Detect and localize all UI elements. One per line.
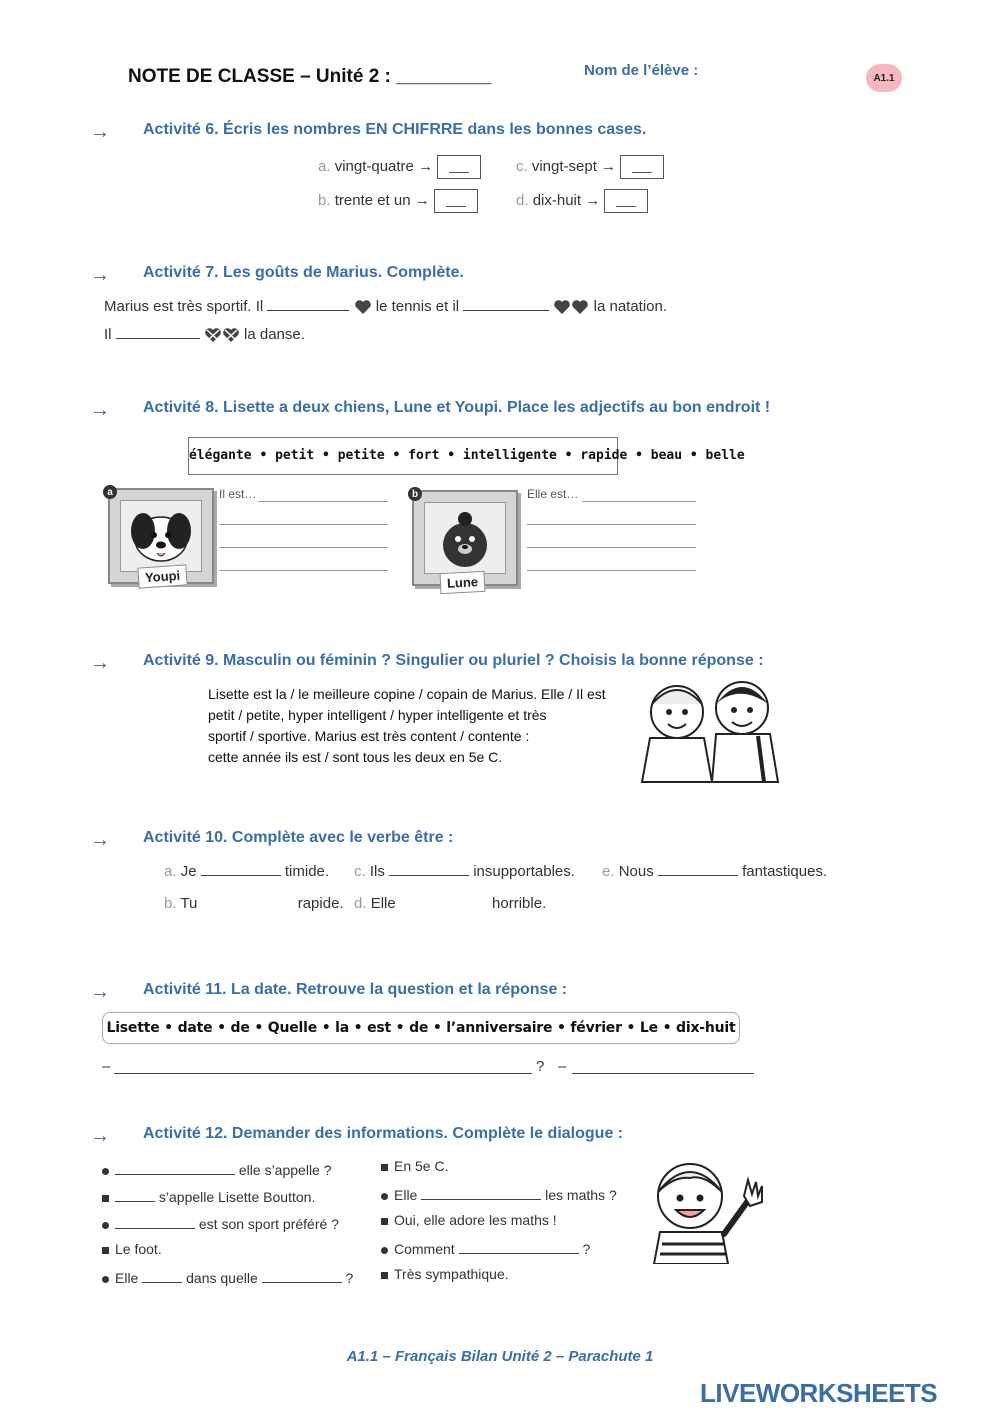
act10-item-e: e. Nous fantastiques. <box>602 863 828 880</box>
dialogue-line: elle s’appelle ? <box>102 1160 332 1178</box>
dialogue-line: Très sympathique. <box>381 1266 509 1282</box>
bullet-icon <box>381 1193 388 1200</box>
answer-blank[interactable] <box>389 861 469 876</box>
answer-line[interactable] <box>219 524 388 525</box>
dialogue-line: s’appelle Lisette Boutton. <box>102 1187 315 1205</box>
answer-blank[interactable] <box>459 1239 579 1254</box>
act6-item-c: c. vingt-sept → <box>516 155 664 179</box>
student-name-label: Nom de l’élève : <box>584 62 699 79</box>
act6-item-a: a. vingt-quatre → <box>318 155 481 179</box>
dialogue-line: Elle dans quelle ? <box>102 1268 353 1286</box>
arrow-icon: → <box>90 981 110 1003</box>
answer-blank[interactable] <box>262 1268 342 1283</box>
answer-blank[interactable] <box>267 296 349 311</box>
answer-blank[interactable] <box>463 296 549 311</box>
answer-line[interactable] <box>527 524 696 525</box>
adjectives-word-bank: élégante • petit • petite • fort • intelligente • rapide • beau • belle <box>188 437 618 475</box>
bullet-icon <box>381 1247 388 1254</box>
bullet-icon <box>381 1218 388 1225</box>
act9-text <box>208 684 606 768</box>
answer-box[interactable] <box>604 189 648 213</box>
dog-a-tag: a <box>103 485 117 499</box>
response-answer-line[interactable] <box>572 1073 754 1074</box>
act9-line: sportif / sportive. Marius est très content / contente : <box>208 728 530 744</box>
activity-9-title: Activité 9. Masculin ou féminin ? Singulier ou pluriel ? Choisis la bonne réponse : <box>143 652 764 669</box>
dog-name-lune: Lune <box>439 571 485 594</box>
activity-11-title: Activité 11. La date. Retrouve la question et la réponse : <box>143 981 568 998</box>
dog-illustration <box>121 501 201 571</box>
footer-text: A1.1 – Français Bilan Unité 2 – Parachute 1 <box>346 1348 654 1365</box>
bullet-icon <box>102 1247 109 1254</box>
answer-box[interactable] <box>434 189 478 213</box>
bullet-icon <box>102 1195 109 1202</box>
act9-line: petit / petite, hyper intelligent / hyper intelligente et très <box>208 707 547 723</box>
arrow-icon: → <box>90 264 110 286</box>
bullet-icon <box>102 1276 109 1283</box>
heart-icon <box>571 299 589 315</box>
act6-item-b: b. trente et un → <box>318 189 478 213</box>
act11-dash: – <box>558 1058 567 1075</box>
arrow-icon: → <box>90 1125 110 1147</box>
dialogue-line: Oui, elle adore les maths ! <box>381 1212 557 1228</box>
two-kids-illustration <box>632 674 788 784</box>
act10-item-a: a. Je timide. <box>164 863 330 880</box>
answer-blank[interactable] <box>115 1160 235 1175</box>
girl-waving-illustration <box>632 1152 776 1264</box>
liveworksheets-logo: LIVEWORKSHEETS <box>700 1378 938 1408</box>
answer-line[interactable] <box>219 570 388 571</box>
act9-line: cette année ils est / sont tous les deux en 5e C. <box>208 749 503 765</box>
bullet-icon <box>102 1168 109 1175</box>
answer-blank[interactable] <box>421 1185 541 1200</box>
dog-illustration <box>425 503 505 573</box>
arrow-icon: → <box>90 652 110 674</box>
act9-line: Lisette est la / le meilleure copine / copain de Marius. Elle / Il est <box>208 686 606 702</box>
heart-icon <box>553 299 571 315</box>
dialogue-line: Le foot. <box>102 1241 162 1257</box>
act7-line-2: Il la danse. <box>104 326 305 343</box>
act6-item-d: d. dix-huit → <box>516 189 648 213</box>
dialogue-line: En 5e C. <box>381 1158 448 1174</box>
broken-heart-icon <box>222 327 240 343</box>
activity-10-title: Activité 10. Complète avec le verbe être : <box>143 829 454 846</box>
answer-blank[interactable] <box>201 861 281 876</box>
activity-8-title: Activité 8. Lisette a deux chiens, Lune et Youpi. Place les adjectifs au bon endroit ! <box>143 399 771 416</box>
activity-6-title: Activité 6. Écris les nombres EN CHIFRRE dans les bonnes cases. <box>143 121 647 138</box>
act11-dash: – <box>102 1058 111 1075</box>
heart-icon <box>354 299 372 315</box>
act10-item-c: c. Ils insupportables. <box>354 863 575 880</box>
bullet-icon <box>381 1164 388 1171</box>
dog-a-prompt: Il est… <box>219 487 257 501</box>
answer-line[interactable] <box>527 547 696 548</box>
act11-question-mark: ? <box>536 1058 545 1075</box>
answer-line[interactable] <box>527 570 696 571</box>
act7-line-1: Marius est très sportif. Il le tennis et il la natation. <box>104 298 668 315</box>
answer-blank[interactable] <box>115 1214 195 1229</box>
dog-name-youpi: Youpi <box>137 564 187 588</box>
answer-blank[interactable] <box>115 1187 155 1202</box>
answer-line[interactable] <box>258 501 388 502</box>
act10-item-d: d. Elle horrible. <box>354 895 547 912</box>
dialogue-line: Elle les maths ? <box>381 1185 617 1203</box>
bullet-icon <box>381 1272 388 1279</box>
date-word-bank: Lisette • date • de • Quelle • la • est • de • l’anniversaire • février • Le • dix-huit <box>102 1012 740 1044</box>
answer-blank[interactable] <box>142 1268 182 1283</box>
broken-heart-icon <box>204 327 222 343</box>
dialogue-line: est son sport préféré ? <box>102 1214 339 1232</box>
answer-blank[interactable] <box>658 861 738 876</box>
answer-blank[interactable] <box>116 324 200 339</box>
arrow-icon: → <box>90 399 110 421</box>
dog-b-tag: b <box>408 487 422 501</box>
arrow-icon: → <box>90 121 110 143</box>
answer-box[interactable] <box>620 155 664 179</box>
activity-7-title: Activité 7. Les goûts de Marius. Complète. <box>143 264 464 281</box>
arrow-icon: → <box>90 829 110 851</box>
activity-12-title: Activité 12. Demander des informations. Complète le dialogue : <box>143 1125 624 1142</box>
bullet-icon <box>102 1222 109 1229</box>
page-title: NOTE DE CLASSE – Unité 2 : _________ <box>128 66 492 87</box>
answer-box[interactable] <box>437 155 481 179</box>
act10-item-b: b. Tu rapide. <box>164 895 344 912</box>
answer-line[interactable] <box>582 501 696 502</box>
answer-line[interactable] <box>219 547 388 548</box>
dog-b-prompt: Elle est… <box>527 487 579 501</box>
question-answer-line[interactable] <box>114 1073 532 1074</box>
level-badge: A1.1 <box>866 64 902 92</box>
dialogue-line: Comment ? <box>381 1239 590 1257</box>
